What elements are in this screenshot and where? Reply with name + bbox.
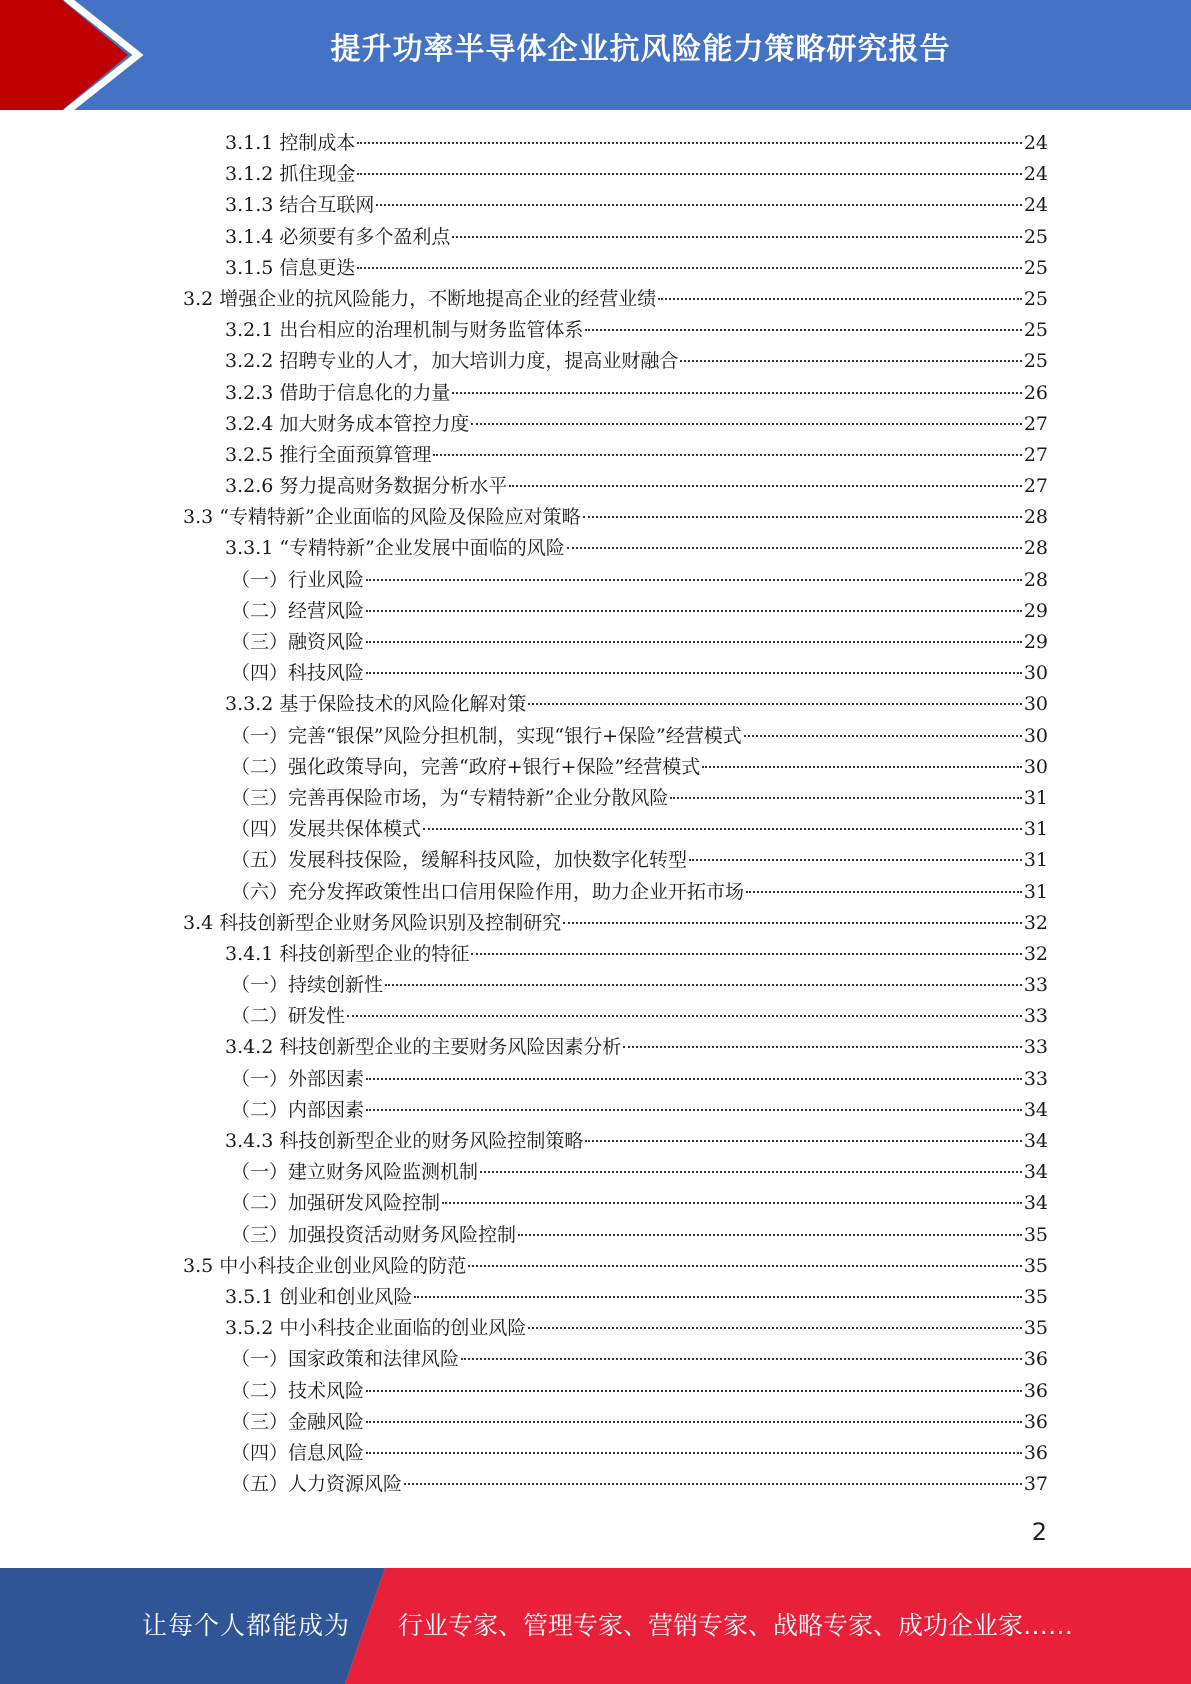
toc-entry-page: 30 [1023,724,1048,747]
toc-entry-label: （三）完善再保险市场，为“专精特新”企业分散风险 [231,786,669,809]
footer-banner [0,1568,1191,1684]
toc-entry-label: 3.1.1 控制成本 [225,132,356,154]
toc-dot-leader [366,610,1022,612]
toc-entry-page: 31 [1023,818,1048,841]
toc-entry[interactable] [183,190,1048,221]
toc-entry-label: （三）金融风险 [231,1410,365,1433]
toc-entry-label: 3.3.1 “专精特新”企业发展中面临的风险 [225,537,565,560]
toc-entry[interactable] [183,908,1048,939]
toc-dot-leader [366,1078,1022,1080]
toc-entry[interactable] [183,1407,1048,1438]
toc-entry-label: 3.2.1 出台相应的治理机制与财务监管体系 [225,319,584,342]
toc-entry[interactable] [183,627,1048,658]
toc-entry-label: （六）充分发挥政策性出口信用保险作用，助力企业开拓市场 [231,880,745,903]
toc-entry-label: （一）建立财务风险监测机制 [231,1161,479,1184]
toc-dot-leader [689,859,1022,861]
toc-entry-label: 3.5.2 中小科技企业面临的创业风险 [225,1317,527,1340]
toc-entry[interactable] [183,1001,1048,1032]
toc-dot-leader [452,236,1021,238]
toc-entry[interactable] [183,1095,1048,1126]
toc-entry-label: （二）加强研发风险控制 [231,1192,441,1215]
toc-entry-page: 31 [1023,880,1048,903]
toc-entry[interactable] [183,939,1048,970]
toc-entry[interactable] [183,1376,1048,1407]
toc-entry-page: 28 [1023,506,1048,529]
toc-entry-page: 29 [1023,631,1048,653]
toc-entry-label: （二）强化政策导向，完善“政府+银行+保险”经营模式 [231,755,701,778]
toc-entry-page: 29 [1023,599,1048,622]
toc-dot-leader [357,142,1021,144]
toc-dot-leader [480,1171,1022,1173]
toc-entry-page: 28 [1023,568,1048,591]
toc-entry[interactable] [183,315,1048,346]
toc-entry-label: 3.5 中小科技企业创业风险的防范 [183,1254,467,1277]
toc-dot-leader [528,703,1021,705]
toc-dot-leader [468,1265,1022,1267]
toc-entry-page: 30 [1023,662,1048,685]
toc-entry-label: 3.1.4 必须要有多个盈利点 [225,225,451,248]
toc-entry-page: 26 [1023,381,1048,404]
toc-entry-page: 35 [1023,1285,1048,1308]
header-red-arrow-decoration [0,0,150,110]
toc-dot-leader [567,547,1022,549]
toc-entry-label: （二）经营风险 [231,599,365,622]
header-banner [0,0,1191,110]
toc-entry-label: 3.2.2 招聘专业的人才，加大培训力度，提高业财融合 [225,350,679,373]
toc-entry-page: 33 [1023,1067,1048,1090]
toc-entry[interactable] [183,845,1048,876]
toc-entry-page: 31 [1023,849,1048,872]
toc-dot-leader [366,672,1022,674]
toc-entry[interactable] [183,877,1048,908]
toc-entry-label: （四）发展共保体模式 [231,818,422,841]
toc-entry-page: 32 [1023,911,1048,934]
toc-entry-label: 3.1.2 抓住现金 [225,163,356,186]
toc-entry-page: 28 [1023,537,1048,560]
toc-dot-leader [702,766,1022,768]
toc-entry[interactable] [183,1126,1048,1157]
toc-dot-leader [423,828,1022,830]
toc-entry-label: 3.4 科技创新型企业财务风险识别及控制研究 [183,911,562,934]
toc-entry-page: 24 [1023,132,1048,154]
toc-dot-leader [442,1202,1022,1204]
toc-entry-label: （二）内部因素 [231,1098,365,1121]
toc-entry[interactable] [183,159,1048,190]
toc-entry[interactable] [183,565,1048,596]
toc-dot-leader [385,984,1022,986]
toc-entry-label: （一）国家政策和法律风险 [231,1348,460,1371]
toc-dot-leader [366,579,1022,581]
toc-entry-label: （二）研发性 [231,1005,346,1028]
toc-entry[interactable] [183,1251,1048,1282]
toc-entry[interactable] [183,1032,1048,1063]
toc-entry-label: 3.5.1 创业和创业风险 [225,1285,413,1308]
toc-dot-leader [366,1390,1022,1392]
toc-dot-leader [366,1452,1022,1454]
toc-dot-leader [583,516,1022,518]
toc-entry-label: 3.2.4 加大财务成本管控力度 [225,412,470,435]
toc-entry[interactable] [183,814,1048,845]
toc-entry-page: 34 [1023,1161,1048,1184]
toc-dot-leader [585,1140,1021,1142]
toc-entry-page: 30 [1023,755,1048,778]
toc-entry[interactable] [183,1344,1048,1375]
toc-dot-leader [357,173,1021,175]
toc-entry-label: （三）融资风险 [231,631,365,653]
toc-dot-leader [347,1015,1022,1017]
toc-entry[interactable] [183,752,1048,783]
toc-dot-leader [376,204,1021,206]
toc-entry-label: 3.4.2 科技创新型企业的主要财务风险因素分析 [225,1036,622,1059]
toc-entry[interactable] [183,128,1048,159]
toc-entry[interactable] [183,253,1048,284]
toc-entry[interactable] [183,440,1048,471]
toc-entry[interactable] [183,346,1048,377]
toc-entry[interactable] [183,1220,1048,1251]
toc-entry-page: 33 [1023,1036,1048,1059]
toc-dot-leader [366,641,1022,643]
toc-entry-page: 36 [1023,1410,1048,1433]
toc-entry[interactable] [183,284,1048,315]
toc-entry-label: （四）科技风险 [231,662,365,685]
toc-entry-label: （三）加强投资活动财务风险控制 [231,1223,517,1246]
toc-dot-leader [404,1483,1022,1485]
toc-entry-label: 3.3.2 基于保险技术的风险化解对策 [225,693,527,716]
toc-dot-leader [746,891,1022,893]
toc-entry-label: （一）持续创新性 [231,974,384,997]
toc-entry-label: （二）技术风险 [231,1379,365,1402]
toc-entry-page: 36 [1023,1379,1048,1402]
toc-dot-leader [452,392,1021,394]
toc-entry-label: 3.3 “专精特新”企业面临的风险及保险应对策略 [183,506,581,529]
toc-entry-label: （五）发展科技保险，缓解科技风险，加快数字化转型 [231,849,688,872]
toc-entry-label: 3.2 增强企业的抗风险能力，不断地提高企业的经营业绩 [183,287,657,310]
toc-entry-page: 34 [1023,1098,1048,1121]
toc-entry-page: 24 [1023,163,1048,186]
toc-dot-leader [509,485,1021,487]
toc-dot-leader [680,360,1021,362]
toc-entry-page: 35 [1023,1317,1048,1340]
toc-entry[interactable] [183,658,1048,689]
toc-dot-leader [366,1421,1022,1423]
toc-entry[interactable] [183,1064,1048,1095]
toc-entry-label: 3.4.3 科技创新型企业的财务风险控制策略 [225,1130,584,1152]
toc-entry[interactable] [183,1157,1048,1188]
toc-entry-label: （四）信息风险 [231,1441,365,1464]
toc-entry[interactable] [183,1313,1048,1344]
toc-entry[interactable] [183,721,1048,752]
toc-entry-page: 31 [1023,786,1048,809]
toc-entry[interactable] [183,1469,1048,1500]
toc-dot-leader [563,922,1022,924]
toc-entry-label: 3.4.1 科技创新型企业的特征 [225,942,470,965]
toc-dot-leader [670,797,1021,799]
toc-entry-page: 33 [1023,1005,1048,1028]
toc-entry-page: 25 [1023,287,1048,310]
toc-entry-page: 25 [1023,350,1048,373]
toc-entry[interactable] [183,596,1048,627]
toc-dot-leader [357,267,1021,269]
toc-dot-leader [366,1109,1022,1111]
toc-dot-leader [433,454,1021,456]
toc-entry-label: （一）完善“银保”风险分担机制，实现“银行+保险”经营模式 [231,724,742,747]
page-number: 2 [1031,1518,1047,1546]
toc-dot-leader [623,1046,1021,1048]
toc-entry-label: 3.1.5 信息更迭 [225,256,356,279]
toc-entry-page: 25 [1023,256,1048,279]
toc-entry-page: 24 [1023,194,1048,217]
toc-entry-page: 35 [1023,1254,1048,1277]
report-title: 提升功率半导体企业抗风险能力策略研究报告 [330,32,951,67]
toc-entry[interactable] [183,970,1048,1001]
toc-entry-page: 36 [1023,1441,1048,1464]
toc-entry-label: 3.2.3 借助于信息化的力量 [225,381,451,404]
toc-entry[interactable] [183,502,1048,533]
toc-entry-page: 32 [1023,942,1048,965]
footer-slogan-left: 让每个人都能成为 [142,1611,351,1640]
toc-dot-leader [518,1234,1022,1236]
toc-entry-page: 33 [1023,974,1048,997]
toc-entry-label: 3.2.6 努力提高财务数据分析水平 [225,475,508,498]
toc-entry[interactable] [183,533,1048,564]
toc-entry[interactable] [183,471,1048,502]
toc-dot-leader [471,953,1021,955]
toc-entry[interactable] [183,409,1048,440]
toc-entry-label: 3.1.3 结合互联网 [225,194,375,217]
toc-entry[interactable] [183,689,1048,720]
toc-entry-page: 25 [1023,319,1048,342]
toc-entry-label: （一）外部因素 [231,1067,365,1090]
toc-entry-label: 3.2.5 推行全面预算管理 [225,443,432,466]
toc-dot-leader [585,329,1021,331]
toc-entry-page: 27 [1023,475,1048,498]
toc-dot-leader [658,298,1022,300]
toc-entry[interactable] [183,1282,1048,1313]
toc-dot-leader [471,423,1021,425]
toc-entry[interactable] [183,1438,1048,1469]
toc-entry-page: 37 [1023,1473,1048,1496]
toc-dot-leader [744,735,1022,737]
toc-entry-page: 25 [1023,225,1048,248]
table-of-contents [183,128,1048,1500]
toc-entry[interactable] [183,222,1048,253]
toc-entry-page: 30 [1023,693,1048,716]
toc-entry[interactable] [183,378,1048,409]
toc-entry-page: 27 [1023,412,1048,435]
toc-entry-page: 34 [1023,1192,1048,1215]
toc-entry-page: 36 [1023,1348,1048,1371]
toc-entry-label: （五）人力资源风险 [231,1473,403,1496]
toc-entry-page: 35 [1023,1223,1048,1246]
toc-dot-leader [528,1327,1021,1329]
toc-entry-page: 27 [1023,443,1048,466]
toc-entry[interactable] [183,1188,1048,1219]
footer-slogan-right: 行业专家、管理专家、营销专家、战略专家、成功企业家…… [398,1611,1074,1640]
toc-dot-leader [461,1358,1022,1360]
toc-entry[interactable] [183,783,1048,814]
toc-dot-leader [414,1296,1021,1298]
toc-entry-label: （一）行业风险 [231,568,365,591]
toc-entry-page: 34 [1023,1130,1048,1152]
